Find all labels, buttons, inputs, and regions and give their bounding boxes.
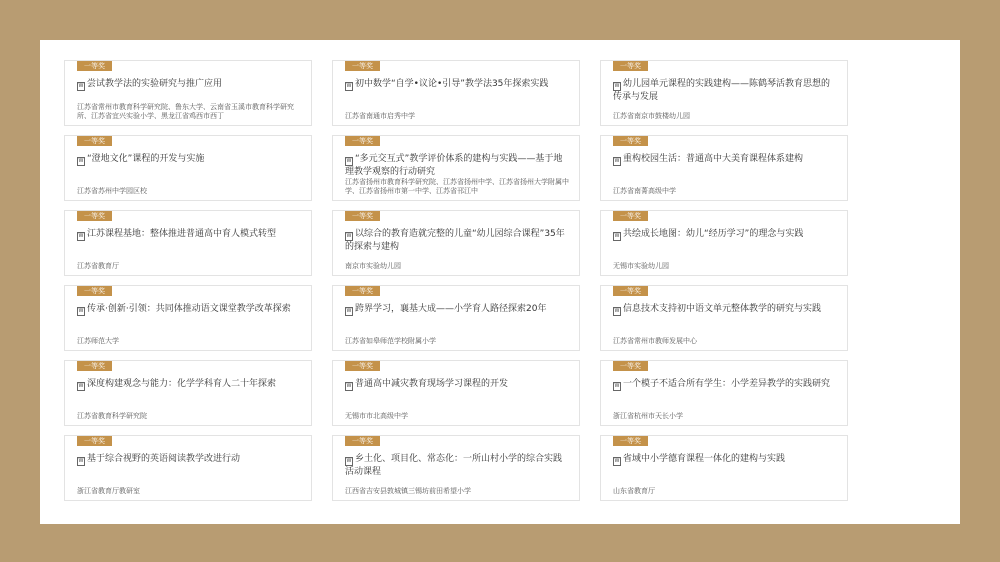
award-badge: 一等奖	[613, 211, 648, 221]
award-title[interactable]: 共绘成长地图：幼儿“经历学习”的理念与实践	[623, 229, 804, 239]
award-title[interactable]: “多元交互式”教学评价体系的建构与实践——基于地理教学观察的行动研究	[345, 154, 563, 177]
word-document-icon: W	[614, 308, 620, 314]
award-card[interactable]	[332, 360, 580, 426]
word-document-icon: W	[346, 308, 352, 314]
award-organization: 江苏师范大学	[77, 337, 119, 345]
award-badge: 一等奖	[345, 61, 380, 71]
award-card[interactable]	[600, 285, 848, 351]
word-document-icon: W	[346, 233, 352, 239]
award-title-row[interactable]	[613, 78, 837, 102]
award-card[interactable]	[600, 135, 848, 201]
award-card[interactable]	[64, 360, 312, 426]
award-organization: 无锡市实验幼儿园	[613, 262, 669, 270]
word-document-icon: W	[78, 458, 84, 464]
award-organization: 江西省吉安县敦城镇三锡坊前田希望小学	[345, 487, 471, 495]
award-card[interactable]	[600, 210, 848, 276]
award-badge: 一等奖	[345, 136, 380, 146]
award-title[interactable]: 基于综合视野的英语阅读教学改进行动	[87, 454, 241, 464]
word-document-icon: W	[78, 308, 84, 314]
award-title[interactable]: 传承·创新·引领：共同体推动语文课堂教学改革探索	[87, 304, 291, 314]
award-title-row[interactable]	[613, 303, 837, 316]
word-document-icon: W	[346, 83, 352, 89]
word-document-icon: W	[614, 83, 620, 89]
award-title-row[interactable]	[77, 453, 301, 466]
award-title[interactable]: 信息技术支持初中语文单元整体教学的研究与实践	[623, 304, 822, 314]
award-badge: 一等奖	[77, 436, 112, 446]
award-title[interactable]: 初中数学“自学•议论•引导”教学法35年探索实践	[355, 79, 549, 89]
award-badge: 一等奖	[77, 361, 112, 371]
award-card[interactable]	[64, 210, 312, 276]
award-title-row[interactable]	[613, 378, 837, 391]
word-document-icon: W	[78, 158, 84, 164]
award-title[interactable]: 乡土化、项目化、常态化：一所山村小学的综合实践活动课程	[345, 454, 563, 477]
award-badge: 一等奖	[345, 361, 380, 371]
award-card[interactable]	[64, 60, 312, 126]
award-organization: 江苏省扬州市教育科学研究院、江苏省扬州中学、江苏省扬州大学附属中学、江苏省扬州市第一中学、江苏省邗江中	[345, 178, 569, 195]
award-title[interactable]: 以综合的教育造就完整的儿童“幼儿园综合课程”35年的探索与建构	[345, 229, 565, 252]
award-title-row[interactable]	[613, 153, 837, 166]
award-badge: 一等奖	[345, 211, 380, 221]
word-document-icon: W	[614, 383, 620, 389]
award-title-row[interactable]	[345, 378, 569, 391]
award-grid	[64, 60, 848, 501]
award-organization: 江苏省如皋师范学校附属小学	[345, 337, 436, 345]
award-title-row[interactable]	[345, 453, 569, 477]
award-badge: 一等奖	[345, 286, 380, 296]
award-badge: 一等奖	[77, 136, 112, 146]
award-title[interactable]: 尝试教学法的实验研究与推广应用	[87, 79, 223, 89]
award-card[interactable]	[64, 285, 312, 351]
award-card[interactable]	[600, 360, 848, 426]
word-document-icon: W	[346, 158, 352, 164]
award-badge: 一等奖	[77, 61, 112, 71]
award-card[interactable]	[64, 435, 312, 501]
award-organization: 江苏省南菁高级中学	[613, 187, 676, 195]
award-title-row[interactable]	[77, 78, 301, 91]
award-title[interactable]: 普通高中减灾教育现场学习课程的开发	[355, 379, 509, 389]
award-badge: 一等奖	[613, 136, 648, 146]
award-title[interactable]: 跨界学习，襄基大成——小学育人路径探索20年	[355, 304, 547, 314]
word-document-icon: W	[346, 383, 352, 389]
award-title[interactable]: 重构校园生活：普通高中大美育课程体系建构	[623, 154, 804, 164]
word-document-icon: W	[78, 83, 84, 89]
award-title[interactable]: 深度构建观念与能力：化学学科育人二十年探索	[87, 379, 277, 389]
award-title-row[interactable]	[77, 303, 301, 316]
award-organization: 浙江省杭州市天长小学	[613, 412, 683, 420]
award-title-row[interactable]	[613, 453, 837, 466]
award-organization: 江苏省教育科学研究院	[77, 412, 147, 420]
award-title-row[interactable]	[77, 378, 301, 391]
word-document-icon: W	[346, 458, 352, 464]
word-document-icon: W	[78, 383, 84, 389]
word-document-icon: W	[614, 233, 620, 239]
word-document-icon: W	[78, 233, 84, 239]
award-organization: 南京市实验幼儿园	[345, 262, 401, 270]
award-title[interactable]: 省域中小学德育课程一体化的建构与实践	[623, 454, 786, 464]
award-badge: 一等奖	[613, 361, 648, 371]
award-card[interactable]	[332, 135, 580, 201]
award-organization: 山东省教育厅	[613, 487, 655, 495]
award-card[interactable]	[332, 60, 580, 126]
award-title-row[interactable]	[613, 228, 837, 241]
award-title-row[interactable]	[77, 228, 301, 241]
award-badge: 一等奖	[613, 286, 648, 296]
award-title[interactable]: 江苏课程基地：整体推进普通高中育人模式转型	[87, 229, 277, 239]
award-title-row[interactable]	[345, 78, 569, 91]
award-badge: 一等奖	[345, 436, 380, 446]
award-title-row[interactable]	[345, 228, 569, 252]
award-card[interactable]	[64, 135, 312, 201]
award-organization: 江苏省南通市启秀中学	[345, 112, 415, 120]
word-document-icon: W	[614, 458, 620, 464]
award-title-row[interactable]	[345, 153, 569, 177]
award-title[interactable]: 幼儿园单元课程的实践建构——陈鹤琴活教育思想的传承与发展	[613, 79, 831, 102]
award-badge: 一等奖	[77, 286, 112, 296]
award-title[interactable]: “澄地文化”课程的开发与实施	[87, 154, 205, 164]
award-badge: 一等奖	[613, 61, 648, 71]
award-badge: 一等奖	[77, 211, 112, 221]
award-title-row[interactable]	[345, 303, 569, 316]
award-card[interactable]	[600, 435, 848, 501]
award-card[interactable]	[332, 210, 580, 276]
award-organization: 江苏省教育厅	[77, 262, 119, 270]
word-document-icon: W	[614, 158, 620, 164]
award-organization: 江苏省苏州中学园区校	[77, 187, 147, 195]
award-organization: 江苏省南京市鼓楼幼儿园	[613, 112, 690, 120]
award-title[interactable]: 一个模子不适合所有学生：小学差异教学的实践研究	[623, 379, 831, 389]
award-organization: 江苏省常州市教师发展中心	[613, 337, 697, 345]
award-organization: 无锡市市北高级中学	[345, 412, 408, 420]
award-card[interactable]	[600, 60, 848, 126]
award-organization: 江苏省常州市教育科学研究院、鲁东大学、云南省玉溪市教育科学研究所、江苏省宜兴实验小学、黑龙江省鸡西市西丁	[77, 103, 294, 120]
award-card[interactable]	[332, 285, 580, 351]
award-title-row[interactable]	[77, 153, 301, 166]
award-badge: 一等奖	[613, 436, 648, 446]
award-card[interactable]	[332, 435, 580, 501]
award-organization: 浙江省教育厅教研室	[77, 487, 140, 495]
